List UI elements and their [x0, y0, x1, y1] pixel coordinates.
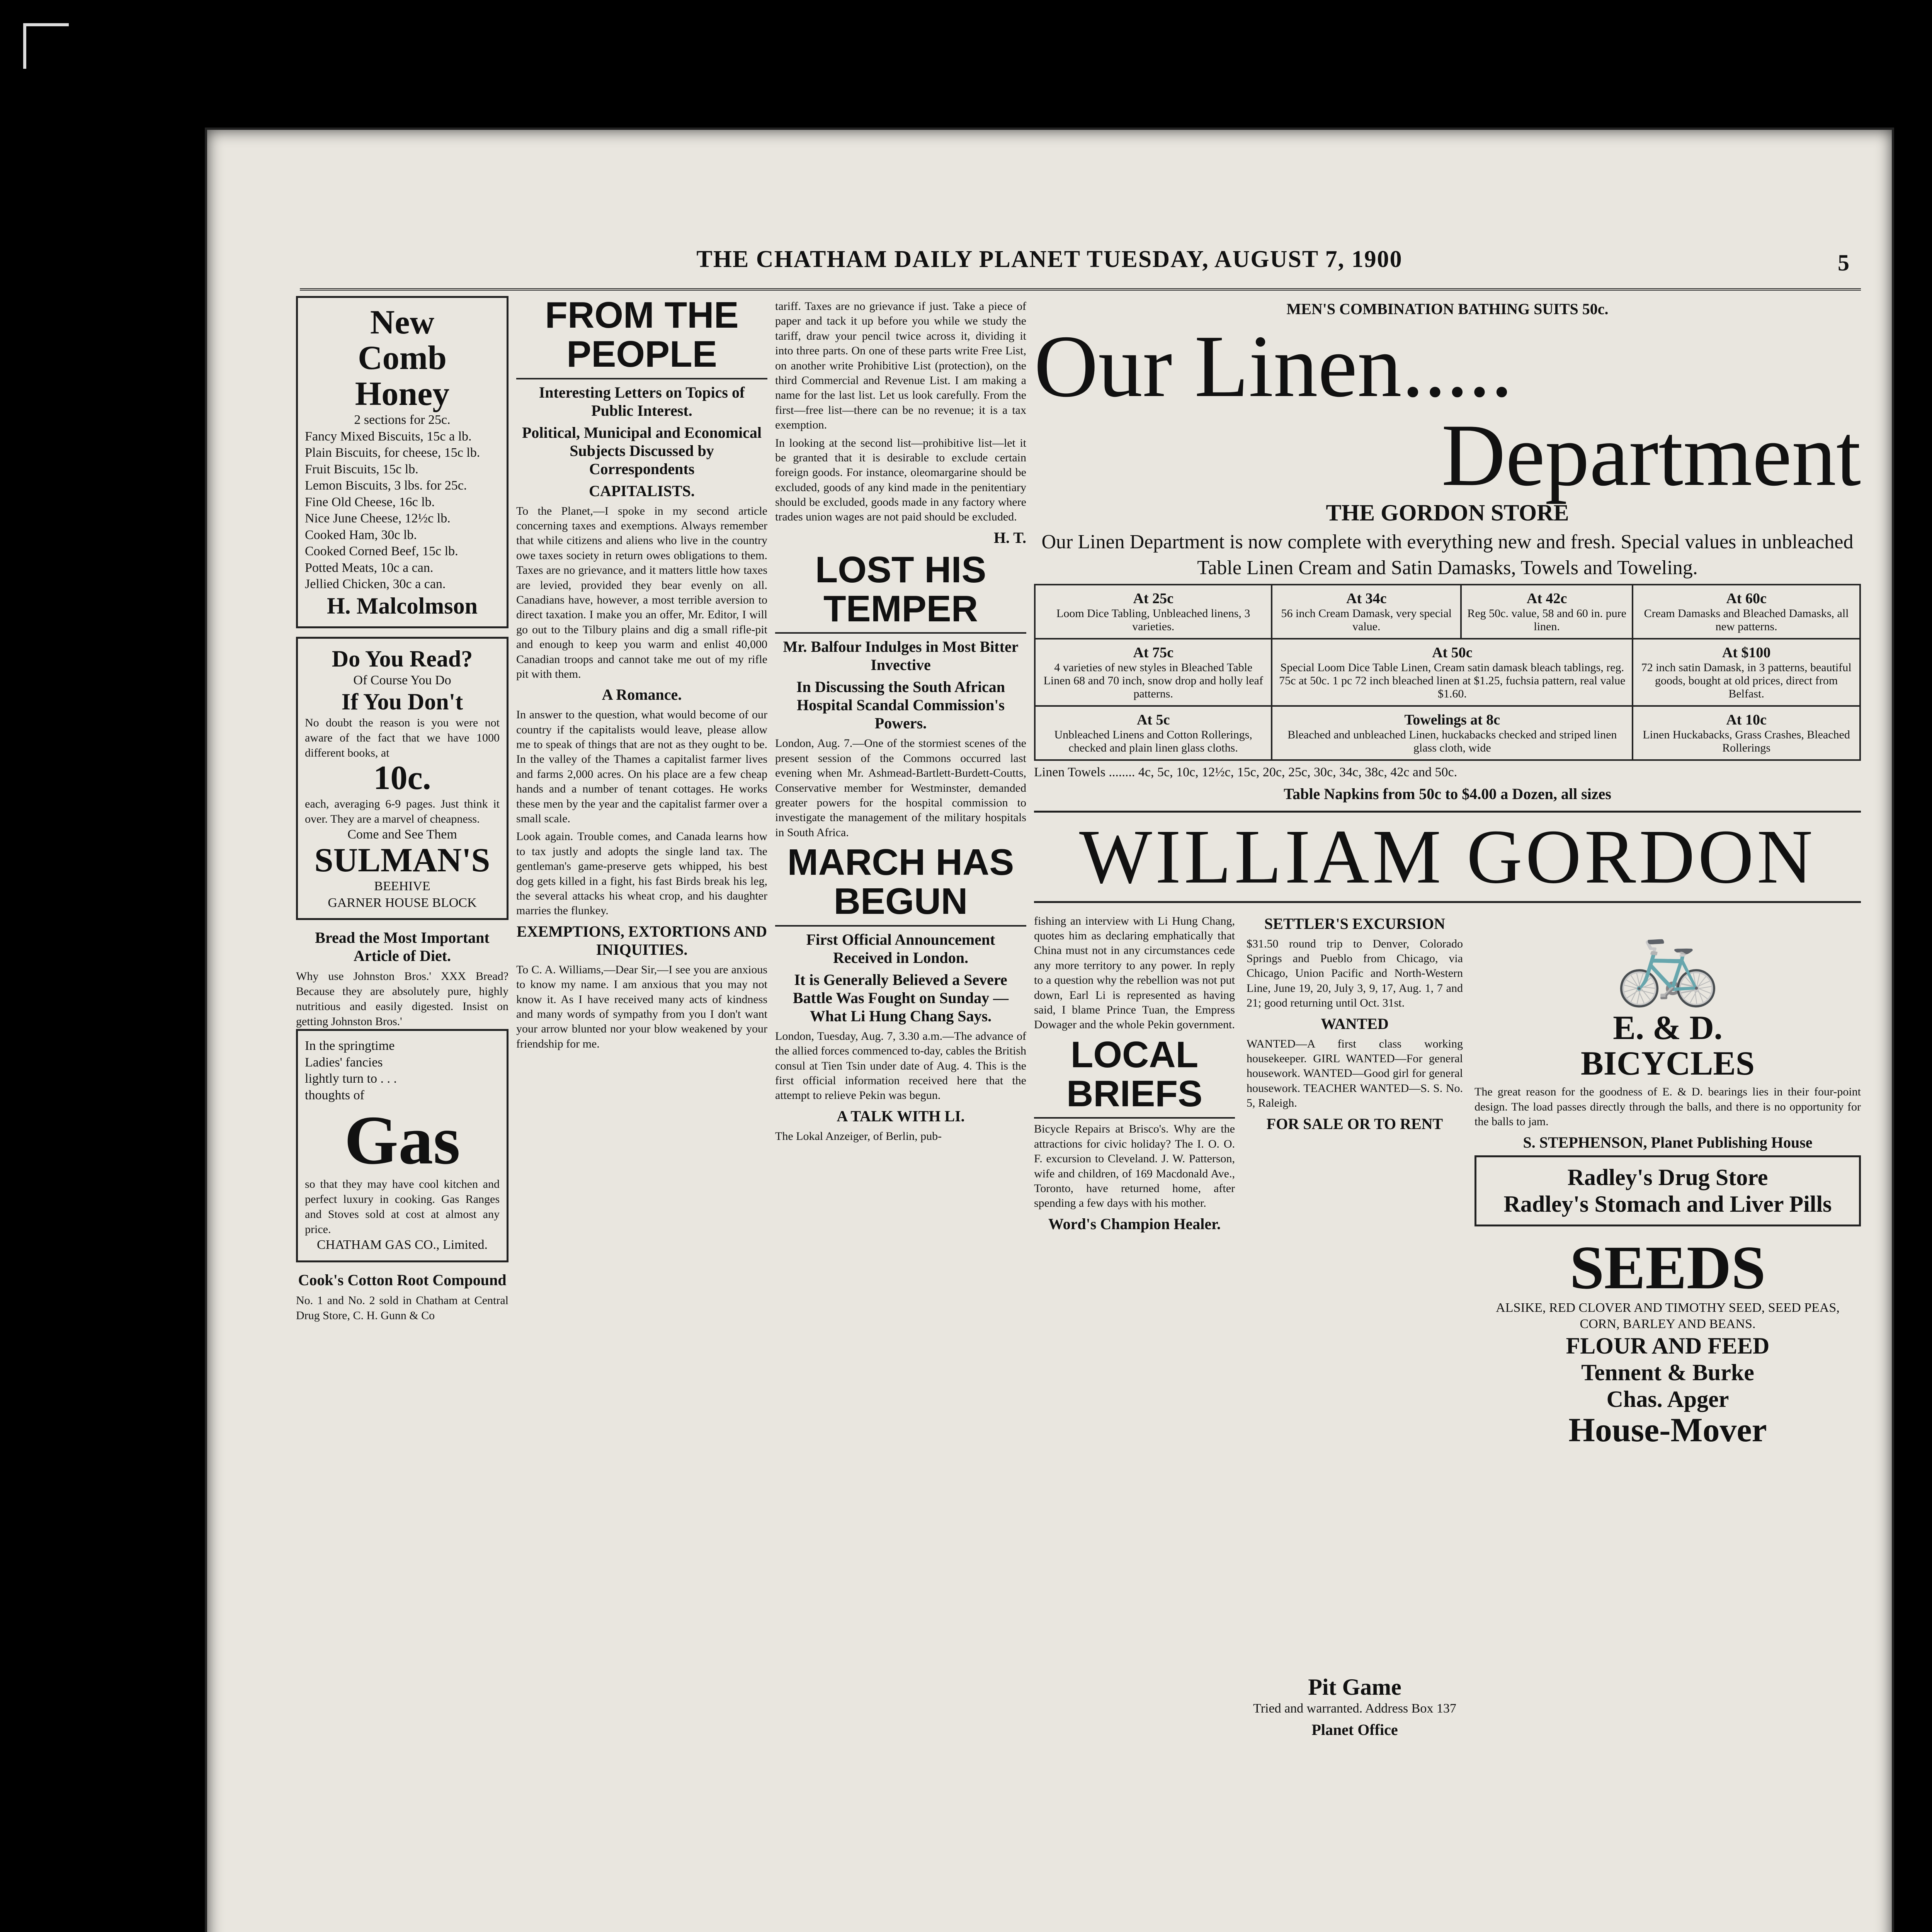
gas-line: In the springtime [305, 1039, 395, 1053]
honey-ad [296, 296, 509, 628]
column-ads-left [296, 296, 509, 1932]
read-come: Come and See Them [347, 827, 457, 842]
lower-columns [1034, 911, 1861, 1932]
article-text: WANTED—A first class working housekeeper. GIRL WANTED—For general housework. WANTED—Good girl for general housework. TEACHER WANTED—S. S. No. 5, Raleigh. [1247, 1037, 1463, 1110]
honey-list [305, 429, 500, 593]
list-item: Jellied Chicken, 30c a can. [305, 577, 446, 592]
pit-game-title: Pit Game [1308, 1674, 1401, 1700]
bathing-suits-banner: MEN'S COMBINATION BATHING SUITS 50c. [1286, 300, 1609, 318]
bread-title: Bread the Most Important Article of Diet. [315, 929, 490, 965]
header-rule [300, 288, 1861, 291]
store-banner: WILLIAM GORDON [1034, 811, 1861, 903]
article-headline: LOST HIS TEMPER [775, 551, 1026, 634]
article-text: Bicycle Repairs at Brisco's. Why are the attractions for civic holiday? The I. O. O. F. excursion to Cleveland. J. W. Patterson, wife and children, of 169 Macdonald Ave., Toronto, have returned home, after spending a few days with his mother. [1034, 1122, 1235, 1210]
price-cell: At 10c Linen Huckabacks, Grass Crashes, Bleached Rollerings [1633, 706, 1860, 760]
store-name: THE GORDON STORE [1326, 500, 1569, 526]
list-item: Fine Old Cheese, 16c lb. [305, 495, 435, 509]
cotton-title: Cook's Cotton Root Compound [298, 1271, 507, 1289]
article-text: fishing an interview with Li Hung Chang, quotes him as declaring emphatically that China must not in any circumstances cede any more territory to any power. In reply to a question why the rebellion was not put down, Earl Li is represented as having said, I blame Prince Tuan, the Empress Dowager and the whole Pekin government. [1034, 914, 1235, 1031]
list-item: Cooked Corned Beef, 15c lb. [305, 544, 458, 559]
article-text: To C. A. Williams,—Dear Sir,—I see you are anxious to know my name. I am anxious that you may not know it. As I have received many acts of kindness and many words of sympathy from you I don't want your arrow blunted nor your blow weakened by your friendship for me. [516, 963, 767, 1050]
bicycle-icon: 🚲 [1615, 913, 1721, 1008]
price-cell: At 34c 56 inch Cream Damask, very special value. [1272, 585, 1461, 639]
article-text: The Lokal Anzeiger, of Berlin, pub- [775, 1129, 942, 1143]
bike-brand: E. & D. [1613, 1009, 1723, 1047]
article-subhead: First Official Announcement Received in London. [806, 930, 995, 966]
article-text: In looking at the second list—prohibitive list—let it be granted that it is desirable to exclude certain foreign goods. For instance, oleomargarine should be excluded, goods of any kind made in the penitentiary should be excluded, goods made in any factory where trades union wages are not paid should be excluded. [775, 436, 1026, 524]
price-cell: At 42c Reg 50c. value, 58 and 60 in. pure linen. [1461, 585, 1633, 639]
read-ad [296, 637, 509, 920]
read-answer: Of Course You Do [353, 673, 451, 687]
column-right [1034, 296, 1861, 1932]
section-title: EXEMPTIONS, EXTORTIONS AND INIQUITIES. [517, 922, 767, 958]
bread-text: Why use Johnston Bros.' XXX Bread? Because they are absolutely pure, highly nutritious and easily digested. Insist on getting Johnston Bros.' [296, 970, 509, 1028]
article-headline: FROM THE PEOPLE [516, 296, 767, 379]
article-subhead: Interesting Letters on Topics of Public Interest. [539, 383, 745, 419]
list-item: Cooked Ham, 30c lb. [305, 527, 417, 542]
column-classifieds [1247, 911, 1463, 1932]
linen-title: Department [1441, 406, 1861, 504]
price-cell: Towelings at 8c Bleached and unbleached Linen, huckabacks checked and striped linen glass cloth, wide [1272, 706, 1633, 760]
article-text: tariff. Taxes are no grievance if just. Take a piece of paper and tack it up before you while we study the tariff, draw your pencil twice across it, dividing it into three parts. On one of these parts write Free List, on another write Prohibitive List (protection), on the third Commercial and Revenue List. I am making a name for the last list. Let us look carefully. From the first—free list—there can be no revenue; it is a tax exemption. [775, 300, 1026, 432]
price-cell: At 50c Special Loom Dice Table Linen, Cream satin damask bleach tablings, reg. 75c at 50c. 1 pc 72 inch bleached linen at $1.25, fuchsia pattern, real value $1.60. [1272, 639, 1633, 706]
gas-line: thoughts of [305, 1088, 364, 1102]
store-name: BEEHIVE [374, 879, 430, 894]
napkins-line: Table Napkins from 50c to $4.00 a Dozen, all sizes [1284, 785, 1611, 803]
article-subhead: It is Generally Believed a Severe Battle Was Fought on Sunday —What Li Hung Chang Says. [793, 971, 1009, 1025]
honey-title: New [370, 304, 435, 341]
radley-ad [1475, 1155, 1861, 1226]
gas-line: Ladies' fancies [305, 1055, 383, 1070]
linen-title: Our Linen..... [1034, 317, 1513, 415]
radley-pills: Radley's Stomach and Liver Pills [1503, 1191, 1832, 1217]
crop-mark [23, 23, 69, 69]
read-price: 10c. [373, 759, 431, 797]
linen-price-table [1034, 584, 1861, 761]
section-title: A Romance. [602, 686, 682, 704]
store-address: GARNER HOUSE BLOCK [328, 895, 477, 910]
honey-seller: H. Malcolmson [327, 593, 478, 619]
price-cell: At 25c Loom Dice Tabling, Unbleached linens, 3 varieties. [1035, 585, 1272, 639]
article-text: In answer to the question, what would become of our country if the capitalists would leave, please allow me to speak of things that are not as they ought to be. In the valley of the Thames a capitalist farmer lives and farms 2,000 acres. On his place are a few cheap hands and a number of tenant cottages. He works these men by the year and the capitalist farmer over a small scale. [516, 708, 767, 825]
pit-game-text: Tried and warranted. Address Box 137 [1253, 1701, 1456, 1716]
linen-text: Our Linen Department is now complete with everything new and fresh. Special values in unbleached Table Linen Cream and Satin Damasks, Towels and Toweling. [1041, 531, 1854, 579]
page-header: THE CHATHAM DAILY PLANET TUESDAY, AUGUST 7, 1900 [696, 246, 1403, 272]
article-subhead: In Discussing the South African Hospital Scandal Commission's Powers. [796, 678, 1005, 732]
article-headline: MARCH HAS BEGUN [775, 843, 1026, 927]
article-text: London, Tuesday, Aug. 7, 3.30 a.m.—The advance of the allied forces commenced to-day, cables the British consul at Tien Tsin under date of Aug. 4. This is the first official information received here that the attempt to relieve Pekin was begun. [775, 1029, 1026, 1102]
read-question: Do You Read? [332, 646, 473, 672]
signature: H. T. [993, 529, 1026, 546]
flour-title: FLOUR AND FEED [1566, 1333, 1770, 1359]
radley-title: Radley's Drug Store [1567, 1164, 1768, 1190]
column-briefs [1034, 911, 1235, 1932]
seeds-text: ALSIKE, RED CLOVER AND TIMOTHY SEED, SEED PEAS, CORN, BARLEY AND BEANS. [1496, 1300, 1840, 1332]
newspaper-page [205, 128, 1894, 1932]
gas-word: Gas [344, 1102, 461, 1179]
section-title: SETTLER'S EXCURSION [1264, 915, 1445, 932]
honey-title: Honey [355, 375, 450, 413]
towels-line: Linen Towels ........ 4c, 5c, 10c, 12½c, 15c, 20c, 25c, 30c, 34c, 38c, 42c and 50c. [1034, 765, 1458, 780]
price-cell: At $100 72 inch satin Damask, in 3 patterns, beautiful goods, bought at old prices, direct from Belfast. [1633, 639, 1860, 706]
list-item: Potted Meats, 10c a can. [305, 560, 434, 575]
article-subhead: Mr. Balfour Indulges in Most Bitter Invective [783, 638, 1019, 674]
list-item: Nice June Cheese, 12½c lb. [305, 511, 451, 526]
gas-line: lightly turn to . . . [305, 1071, 397, 1086]
article-text: Look again. Trouble comes, and Canada learns how to tax justly and adopts the single land tax. The gentleman's game-preserve gets whipped, his best dog gets killed in a fight, his fast Birds break his leg, the several attacks his wheat crop, and his daughter marries the flunkey. [516, 830, 767, 917]
article-subhead: Political, Municipal and Economical Subjects Discussed by Correspondents [522, 423, 762, 478]
article-headline: LOCAL BRIEFS [1034, 1036, 1235, 1119]
price-cell: At 75c 4 varieties of new styles in Bleached Table Linen 68 and 70 inch, snow drop and holly leaf patterns. [1035, 639, 1272, 706]
bike-dealer: S. STEPHENSON, Planet Publishing House [1523, 1133, 1813, 1151]
section-title: WANTED [1321, 1015, 1389, 1032]
section-title: A TALK WITH LI. [837, 1107, 965, 1125]
gas-company: CHATHAM GAS CO., Limited. [316, 1238, 488, 1252]
list-item: Fancy Mixed Biscuits, 15c a lb. [305, 429, 472, 444]
list-item: Plain Biscuits, for cheese, 15c lb. [305, 446, 480, 460]
list-item: Lemon Biscuits, 3 lbs. for 25c. [305, 478, 467, 493]
read-text: No doubt the reason is you were not aware of the fact that we have 1000 different books, at [305, 716, 500, 760]
seeds-title: SEEDS [1570, 1233, 1766, 1302]
article-text: London, Aug. 7.—One of the stormiest scenes of the present session of the Commons occurred last evening when Mr. Ashmead-Bartlett-Burdett-Coutts, Conservative member for Westminster, demanded greater powers for the hospital commission to investigate the management of the military hospitals in South Africa. [775, 737, 1026, 839]
gas-ad [296, 1029, 509, 1262]
read-dont: If You Don't [341, 689, 463, 715]
price-cell: At 60c Cream Damasks and Bleached Damasks, all new patterns. [1633, 585, 1860, 639]
article-text: The great reason for the goodness of E. & D. bearings lies in their four-point design. The load passes directly through the balls, and there is no opportunity for the balls to jam. [1475, 1085, 1861, 1128]
read-text: each, averaging 6-9 pages. Just think it over. They are a marvel of cheapness. [305, 797, 500, 825]
section-title: CAPITALISTS. [589, 482, 695, 500]
section-title: FOR SALE OR TO RENT [1266, 1115, 1443, 1133]
store-name: SULMAN'S [314, 842, 490, 879]
tennent-burke: Tennent & Burke [1581, 1359, 1754, 1385]
pit-game-office: Planet Office [1311, 1721, 1398, 1739]
bike-title: BICYCLES [1581, 1045, 1755, 1082]
section-title: Word's Champion Healer. [1048, 1215, 1221, 1233]
article-text: To the Planet,—I spoke in my second article concerning taxes and exemptions. Always remember that while citizens and aliens who live in the country owe taxes society in return owes obligations to them. Taxes are no grievance, and it matters little how taxes are levied, provided they bear evenly on all. Canadians have, however, a most terrible aversion to direct taxation. I make you an offer, Mr. Editor, I will go out to the Tilbury plains and dig a small rifle-pit and enough to keep you warm and enlist 40,000 Canadian troops and cannot take me out of my rifle pit with them. [516, 504, 767, 680]
list-item: Fruit Biscuits, 15c lb. [305, 462, 418, 476]
article-text: $31.50 round trip to Denver, Colorado Springs and Pueblo from Chicago, via Chicago, Union Pacific and North-Western Line, June 19, 20, July 3, 9, 17, Aug. 1, 7 and 21; good returning until Oct. 31st. [1247, 937, 1463, 1010]
honey-price: 2 sections for 25c. [354, 413, 451, 427]
honey-title: Comb [358, 339, 447, 377]
cotton-text: No. 1 and No. 2 sold in Chatham at Central Drug Store, C. H. Gunn & Co [296, 1294, 509, 1322]
column-letters [516, 296, 767, 1932]
apger-name: Chas. Apger [1606, 1386, 1729, 1412]
column-ads-right [1475, 911, 1861, 1932]
price-cell: At 5c Unbleached Linens and Cotton Rollerings, checked and plain linen glass cloths. [1035, 706, 1272, 760]
gas-text: so that they may have cool kitchen and perfect luxury in cooking. Gas Ranges and Stoves sold at cost at almost any price. [305, 1178, 500, 1236]
column-news [775, 296, 1026, 1932]
house-mover: House-Mover [1568, 1411, 1767, 1449]
page-number: 5 [1838, 250, 1849, 276]
